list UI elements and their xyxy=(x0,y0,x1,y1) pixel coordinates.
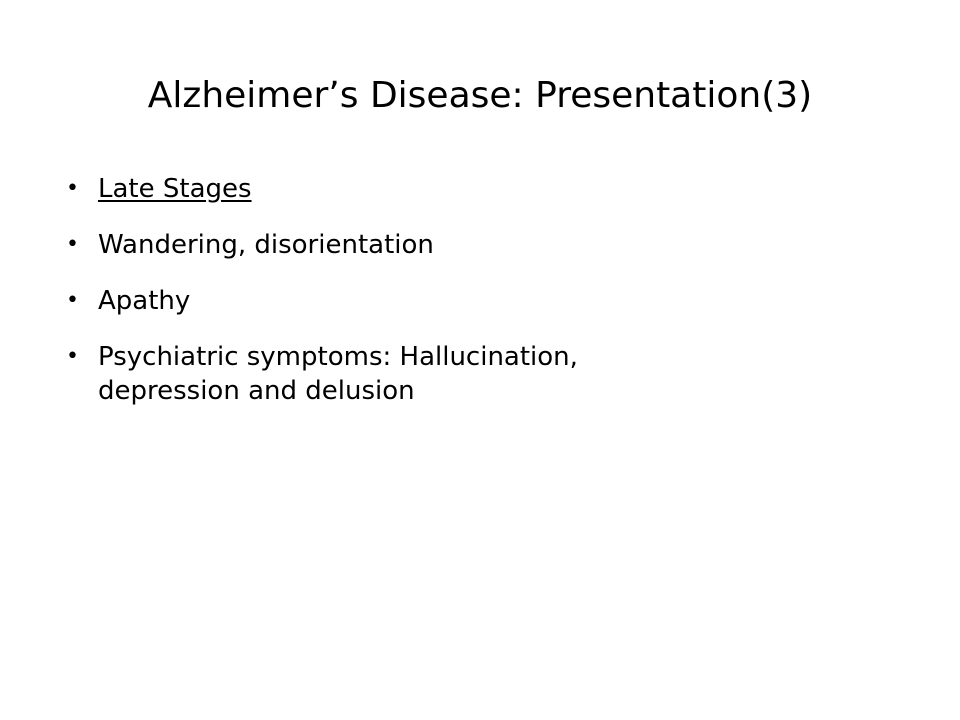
bullet-text: Apathy xyxy=(98,286,191,316)
bullet-list xyxy=(66,172,894,430)
bullet-item-psychiatric-symptoms xyxy=(66,340,894,408)
bullet-text: Wandering, disorientation xyxy=(98,230,434,260)
bullet-dot-icon: • xyxy=(66,344,79,369)
bullet-dot-icon: • xyxy=(66,176,79,201)
bullet-text: Late Stages xyxy=(98,174,252,204)
bullet-item-apathy xyxy=(66,284,894,318)
bullet-dot-icon: • xyxy=(66,288,79,313)
bullet-item-wandering xyxy=(66,228,894,262)
bullet-text-line: Psychiatric symptoms: Hallucination, xyxy=(98,342,578,372)
bullet-dot-icon: • xyxy=(66,232,79,257)
bullet-text-line: depression and delusion xyxy=(98,376,415,406)
slide-title: Alzheimer’s Disease: Presentation(3) xyxy=(147,75,813,116)
bullet-item-late-stages xyxy=(66,172,894,206)
